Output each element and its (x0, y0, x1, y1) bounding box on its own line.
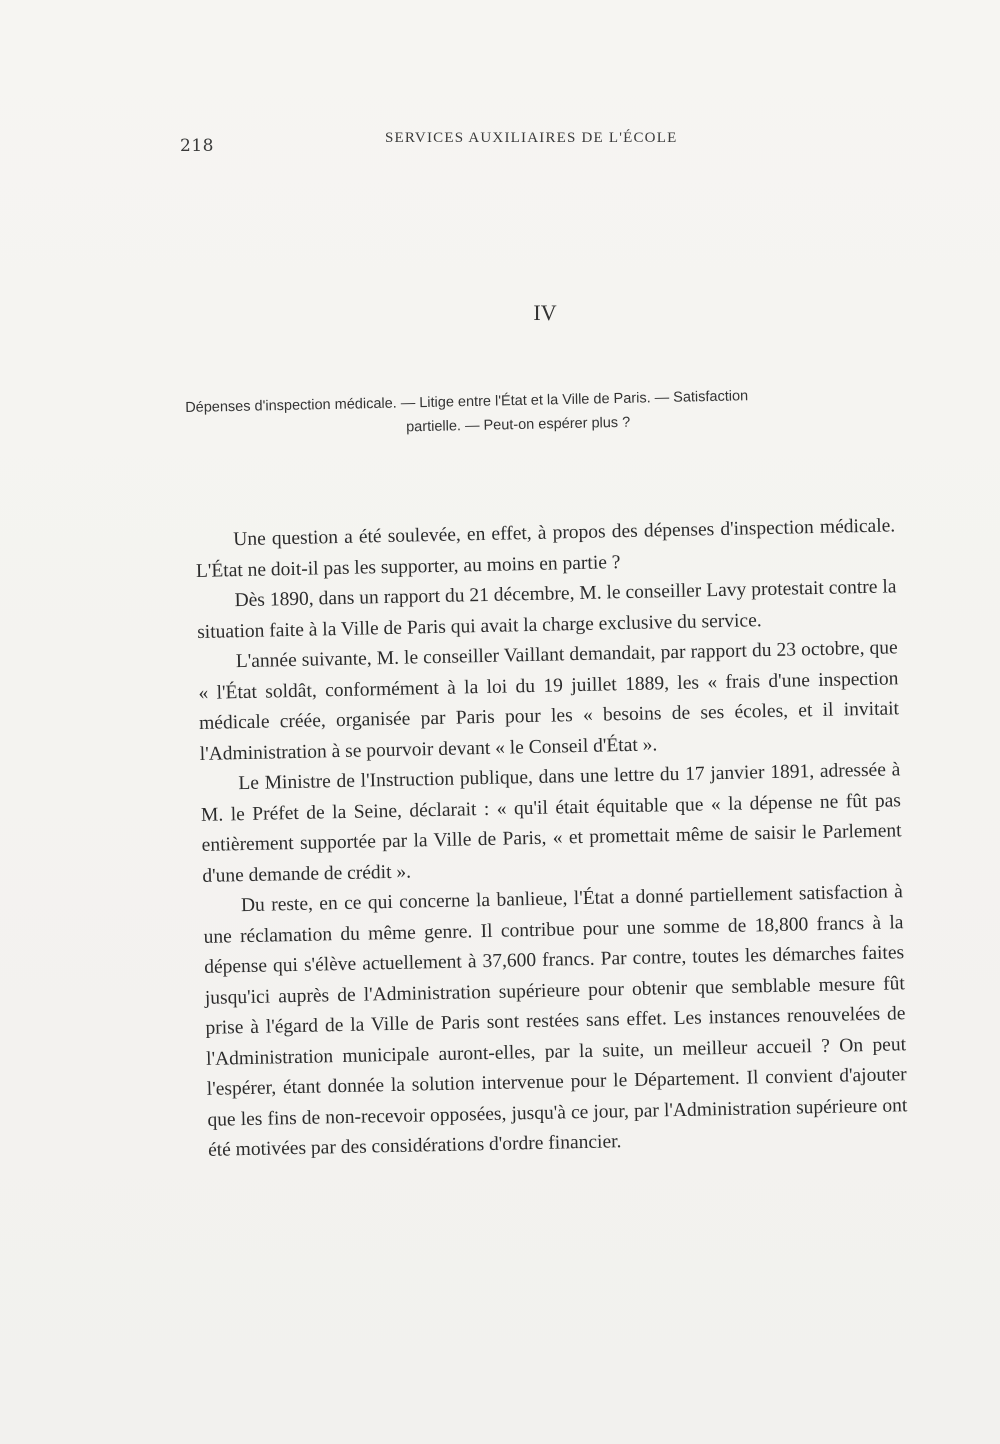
running-head (180, 128, 700, 158)
paragraph-5: Du reste, en ce qui concerne la banlieue, l'État a donné partiellement satisfaction à une réclamation du même genre. Il contribue pour une somme de 18,800 francs à la dépense qui s'élève actuellement à 37,600 francs. Par contre, toutes les démarches faites jusqu'ici auprès de l'Administration supérieure pour obtenir que semblable mesure fût prise à l'égard de la Ville de Paris sont restées sans effet. Les instances renouvelées de l'Administration municipale auront-elles, par la suite, un meilleur accueil ? On peut l'espérer, étant donnée la solution intervenue pour le Département. Il convient d'ajouter que les fins de non-recevoir opposées, jusqu'à ce jour, par l'Administration supérieure ont été motivées par des considérations d'ordre financier. (203, 881, 908, 1161)
section-summary (185, 381, 891, 444)
summary-line-2: partielle. — Peut-on espérer plus ? (405, 414, 631, 436)
paragraph-3: L'année suivante, M. le conseiller Vaillant demandait, par rapport du 23 octobre, que « l'État soldât, conformément à la loi du 19 juillet 1889, les « frais d'une inspection médicale créée, organisée par Paris pour les « besoins de ses écoles, et il invitait l'Administration à se pourvoir devant « le Conseil d'État ». (198, 637, 900, 765)
paragraph-1: Une question a été soulevée, en effet, à propos des dépenses d'inspection médicale. L'État ne doit-il pas les supporter, au moins en partie ? (195, 515, 896, 582)
page-number: 218 (180, 136, 214, 156)
summary-line-1: Dépenses d'inspection médicale. — Litige entre l'État et la Ville de Paris. — Satisfaction (185, 388, 749, 416)
running-title: SERVICES AUXILIAIRES DE L'ÉCOLE (385, 130, 678, 146)
paragraph-4: Le Ministre de l'Instruction publique, dans une lettre du 17 janvier 1891, adressée à M. le Préfet de la Seine, déclarait : « qu'il était équitable que « la dépense ne fût pas entièrement supportée par la Ville de Paris, « et promettait même de saisir le Parlement d'une demande de crédit ». (200, 759, 902, 887)
paragraph-2: Dès 1890, dans un rapport du 21 décembre, M. le conseiller Lavy protestait contre la situation faite à la Ville de Paris qui avait la charge exclusive du service. (197, 576, 897, 643)
section-numeral: IV (533, 300, 557, 325)
body-text (195, 511, 908, 1166)
